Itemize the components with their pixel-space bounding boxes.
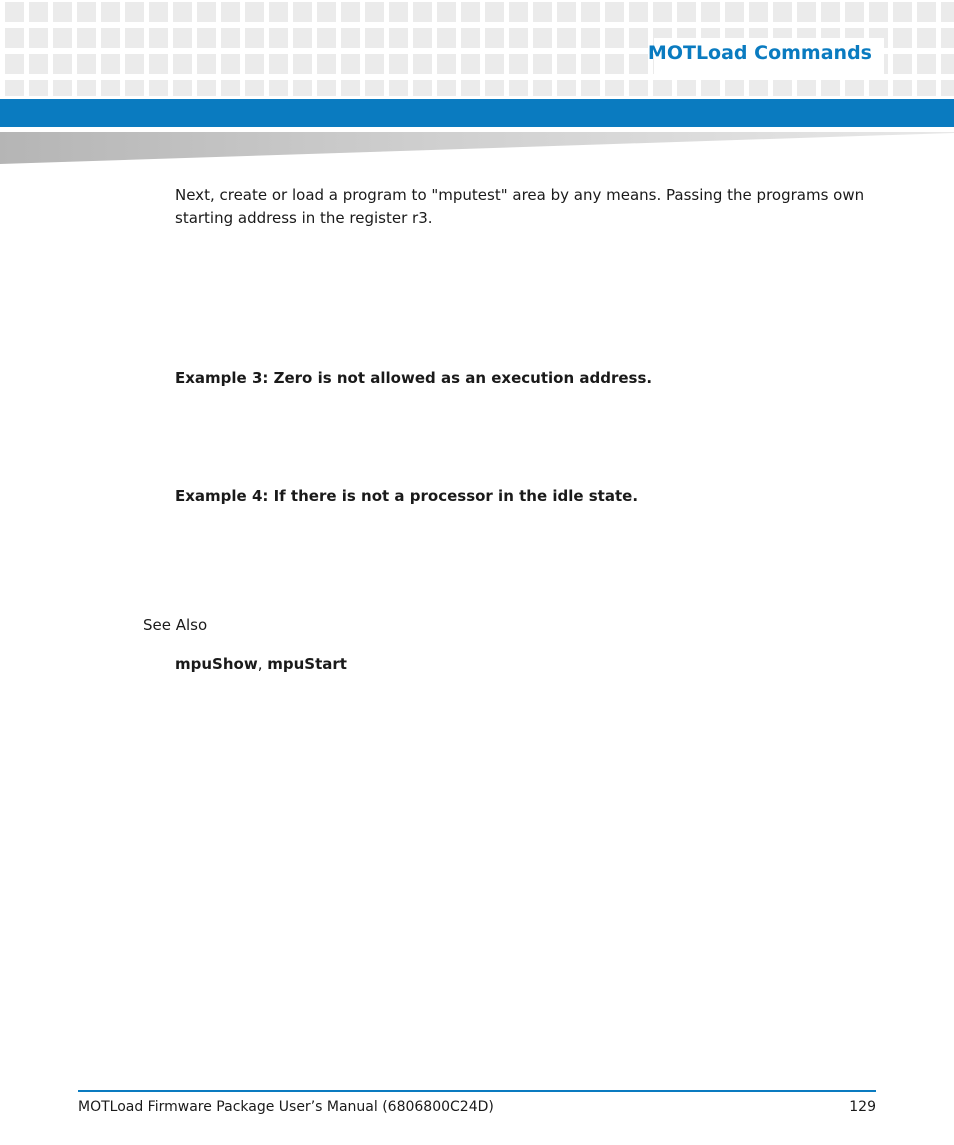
see-also-link-mpustart[interactable]: mpuStart bbox=[267, 655, 347, 673]
body-paragraph: Next, create or load a program to "mputest" area by any means. Passing the programs own starting address in the register r3. bbox=[175, 186, 865, 227]
header-blue-bar bbox=[0, 99, 954, 127]
footer-manual-title: MOTLoad Firmware Package User’s Manual (6806800C24D) bbox=[78, 1099, 494, 1115]
see-also-label: See Also bbox=[143, 616, 208, 634]
example-3-heading: Example 3: Zero is not allowed as an execution address. bbox=[175, 369, 653, 387]
see-also-links bbox=[175, 655, 347, 673]
see-also-link-mpushow[interactable]: mpuShow bbox=[175, 655, 258, 673]
section-title: MOTLoad Commands bbox=[647, 42, 872, 64]
footer-page-number: 129 bbox=[849, 1099, 876, 1115]
footer-rule bbox=[78, 1090, 876, 1092]
header-gray-wedge bbox=[0, 132, 954, 164]
see-also-separator: , bbox=[257, 655, 268, 673]
example-4-heading: Example 4: If there is not a processor in the idle state. bbox=[175, 487, 639, 505]
